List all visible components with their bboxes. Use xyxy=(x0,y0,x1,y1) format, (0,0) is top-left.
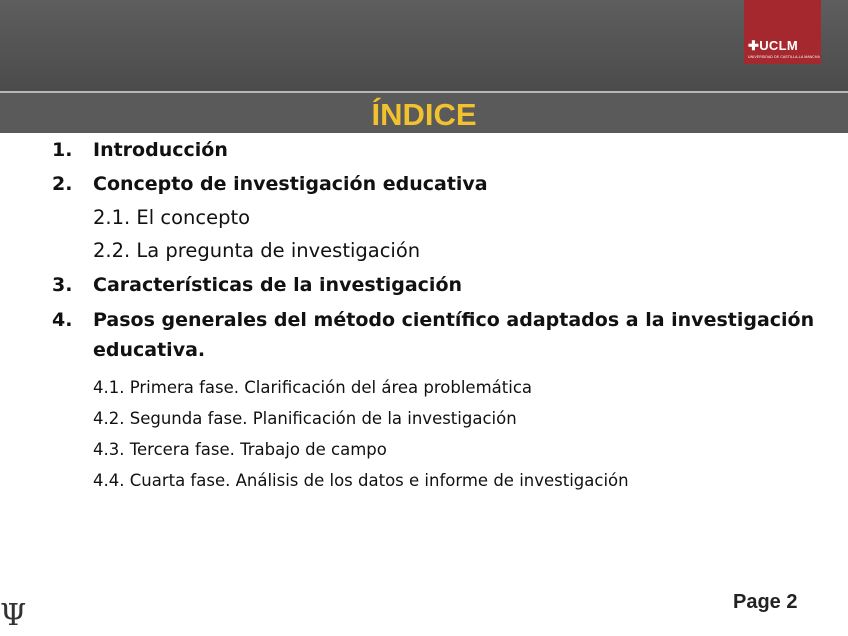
page-number: Page 2 xyxy=(733,591,798,613)
toc-item-4-label-cont: educativa. xyxy=(93,339,206,361)
toc-subitem-4-4: 4.4. Cuarta fase. Análisis de los datos e informe de investigación xyxy=(93,471,629,490)
toc-number: 1. xyxy=(52,139,73,161)
toc-label: Características de la investigación xyxy=(93,274,463,296)
toc-subitem-2-1: 2.1. El concepto xyxy=(93,206,251,229)
toc-label: Concepto de investigación educativa xyxy=(93,173,488,195)
toc-number: 2. xyxy=(52,173,73,195)
psi-icon: Ψ xyxy=(0,598,27,633)
toc-subitem-2-2: 2.2. La pregunta de investigación xyxy=(93,239,421,262)
logo-subtitle: UNIVERSIDAD DE CASTILLA-LA MANCHA xyxy=(748,55,820,59)
toc-item-3 xyxy=(52,274,462,296)
toc-item-4-label: Pasos generales del método científico adaptados a la investigación xyxy=(93,309,815,331)
toc-subitem-4-2: 4.2. Segunda fase. Planificación de la investigación xyxy=(93,409,517,428)
page-title: ÍNDICE xyxy=(371,97,477,132)
toc-label: Introducción xyxy=(93,139,228,161)
toc-number: 3. xyxy=(52,274,73,296)
toc-item-1 xyxy=(52,139,228,161)
toc-subitem-4-1: 4.1. Primera fase. Clarificación del área problemática xyxy=(93,378,533,397)
toc-number: 4. xyxy=(52,309,73,331)
toc-item-4-number xyxy=(52,309,93,331)
toc-item-2 xyxy=(52,173,488,195)
logo-brand: ✚UCLM xyxy=(748,38,798,53)
toc-subitem-4-3: 4.3. Tercera fase. Trabajo de campo xyxy=(93,440,387,459)
